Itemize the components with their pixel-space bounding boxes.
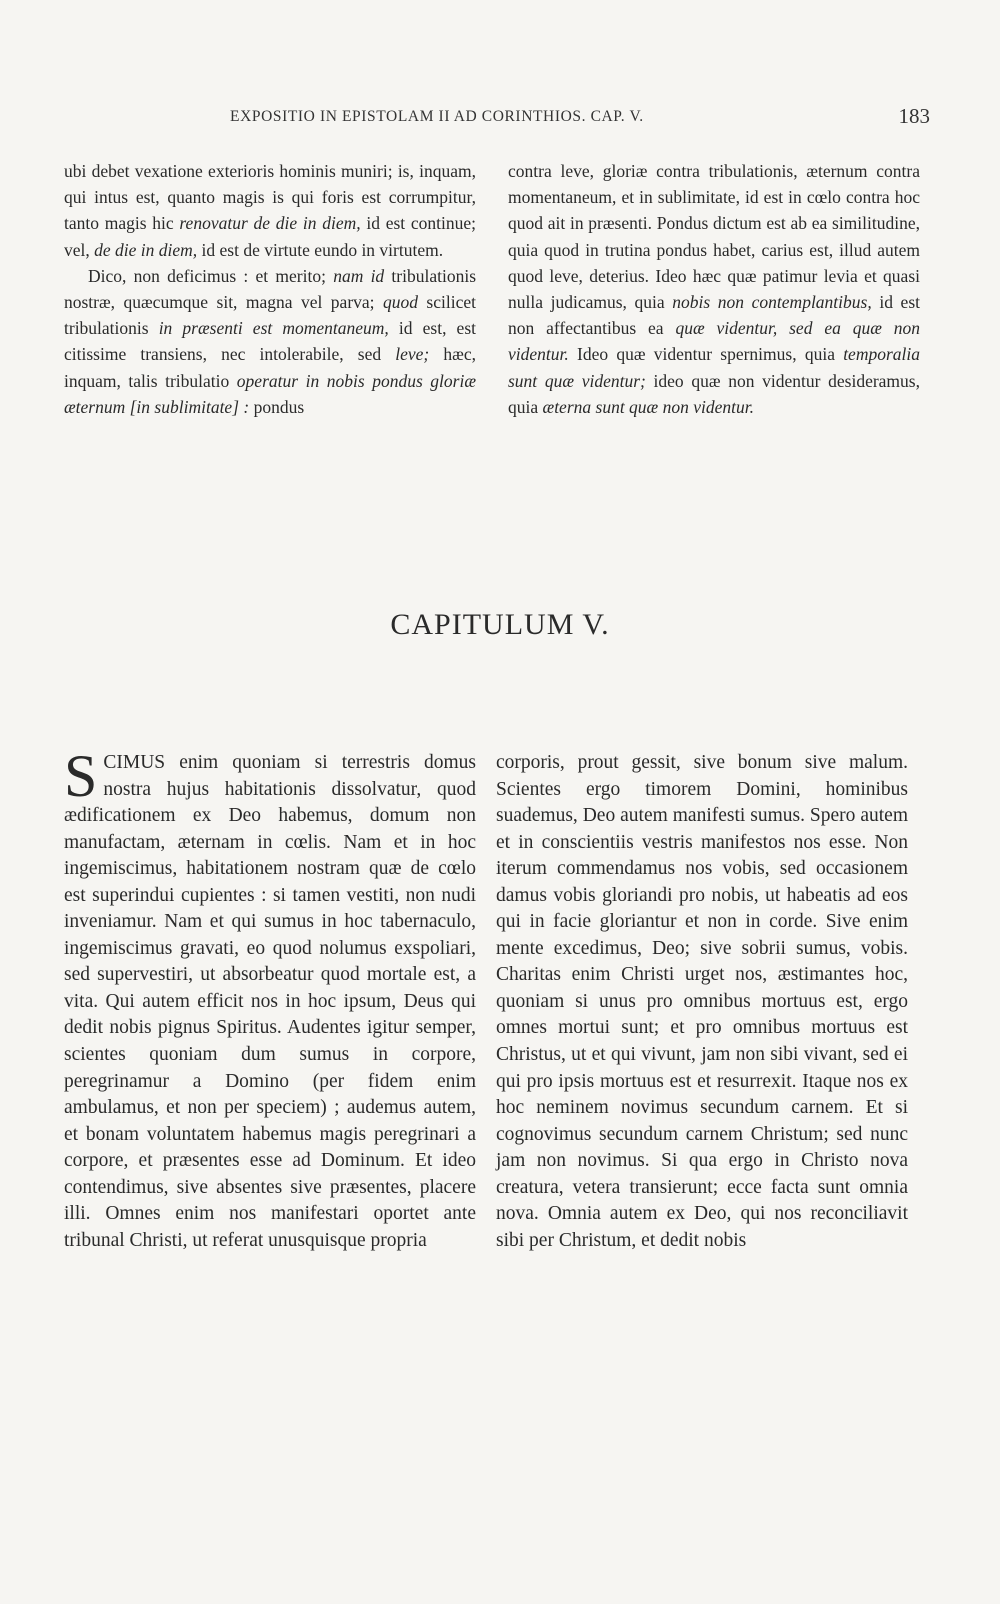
page-number: 183 xyxy=(898,104,930,128)
running-head: EXPOSITIO IN EPISTOLAM II AD CORINTHIOS. CAP. V. xyxy=(230,108,644,125)
scripture-paragraph: corporis, prout gessit, sive bonum sive malum. Scientes ergo timorem Domini, hominibus suademus, Deo autem manifesti sumus. Spero autem et in conscientiis vestris manifestos nos esse. Non iterum commendamus nos vobis, sed occasionem damus vobis gloriandi pro nobis, ut habeatis ad eos qui in facie gloriantur et non in corde. Sive enim mente excedimus, Deo; sive sobrii sumus, vobis. Charitas enim Christi urget nos, æstimantes hoc, quoniam si unus pro omnibus mortuus est, ergo omnes mortui sunt; et pro omnibus mortuus est Christus, ut et qui vivunt, jam non sibi vivant, sed ei qui pro ipsis mortuus est et resurrexit. Itaque nos ex hoc neminem novimus secundum carnem. Et si cognovimus secundum carnem Christum; sed nunc jam non novimus. Si qua ergo in Christo nova creatura, vetera transierunt; ecce facta sunt omnia nova. Omnia autem ex Deo, qui nos reconciliavit sibi per Christum, et dedit nobis xyxy=(496,752,908,1251)
commentary-column-right xyxy=(508,158,920,488)
scripture-column-left xyxy=(64,743,476,1390)
scripture-column-right xyxy=(496,750,908,1390)
page-header xyxy=(62,104,930,134)
commentary-paragraph: contra leve, gloriæ contra tribulationis, æternum contra momentaneum, et in sublimitate, id est in cœlo contra hoc quod ait in præsenti. Pondus dictum est ab ea similitudine, quia quod in trutina pondus habet, carius est, illud autem quod leve, deterius. Ideo hæc quæ patimur levia et quasi nulla judicamus, quia nobis non contemplantibus, id est non affectantibus ea quæ videntur, sed ea quæ non videntur. Ideo quæ videntur spernimus, quia temporalia sunt quæ videntur; ideo quæ non videntur desideramus, quia æterna sunt quæ non videntur. xyxy=(508,161,920,417)
chapter-title: CAPITULUM V. xyxy=(390,608,610,641)
commentary-paragraph: ubi debet vexatione exterioris hominis muniri; is, inquam, qui intus est, quanto magis is qui foris est corrumpitur, tanto magis hic renovatur de die in diem, id est continue; vel, de die in diem, id est de virtute eundo in virtutem. xyxy=(64,161,476,260)
drop-cap: S xyxy=(64,743,98,809)
commentary-column-left xyxy=(64,158,476,488)
scripture-paragraph: SCIMUS enim quoniam si terrestris domus nostra hujus habitationis dissolvatur, quod ædificationem ex Deo habemus, domum non manufactam, æternam in cœlis. Nam et in hoc ingemiscimus, habitationem nostram quæ de cœlo est superindui cupientes : si tamen vestiti, non nudi inveniamur. Nam et qui sumus in hoc tabernaculo, ingemiscimus gravati, eo quod nolumus exspoliari, sed supervestiri, ut absorbeatur quod mortale est, a vita. Qui autem efficit nos in hoc ipsum, Deus qui dedit nobis pignus Spiritus. Audentes igitur semper, scientes quoniam dum sumus in corpore, peregrinamur a Domino (per fidem enim ambulamus, et non per speciem) ; audemus autem, et bonam voluntatem habemus magis peregrinari a corpore, et præsentes esse ad Dominum. Et ideo contendimus, sive absentes sive præsentes, placere illi. Omnes enim nos manifestari oportet ante tribunal Christi, ut referat unusquisque propria xyxy=(64,743,476,1251)
commentary-paragraph: Dico, non deficimus : et merito; nam id tribulationis nostræ, quæcumque sit, magna vel parva; quod scilicet tribulationis in præsenti est momentaneum, id est, est citissime transiens, nec intolerabile, sed leve; hæc, inquam, talis tribulatio operatur in nobis pondus gloriæ æternum [in sublimitate] : pondus xyxy=(64,265,477,417)
